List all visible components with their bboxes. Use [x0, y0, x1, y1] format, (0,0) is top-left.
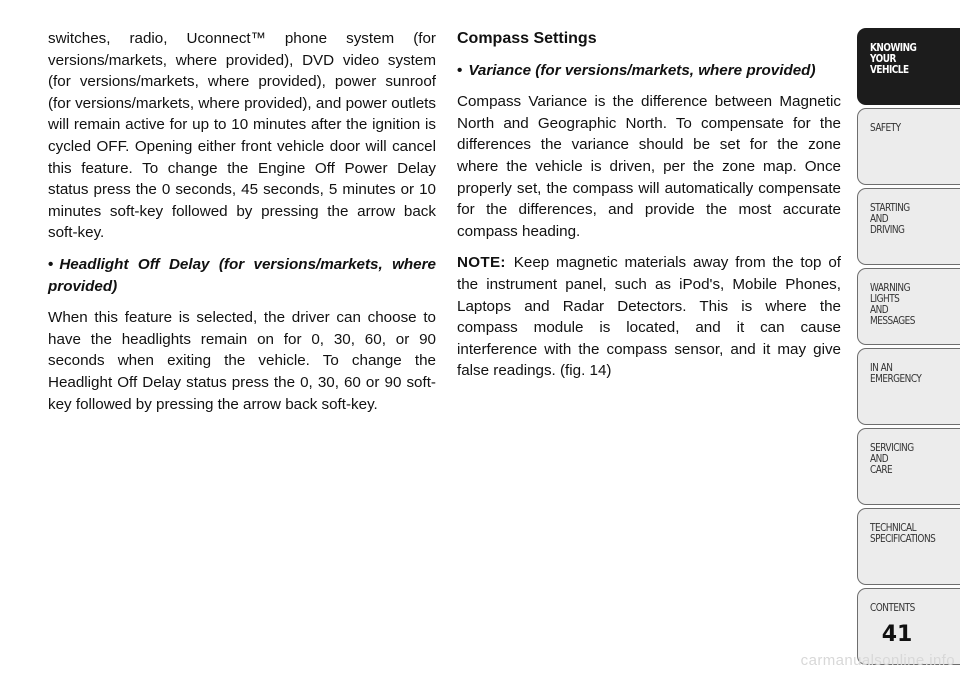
tab-label-line: VEHICLE [870, 64, 909, 76]
tab-label-line: WARNING [870, 282, 910, 294]
right-column [457, 28, 841, 392]
tab-label-line: AND [870, 304, 889, 316]
engine-off-delay-paragraph: switches, radio, Uconnect™ phone system (for versions/markets, where provided), DVD video system (for versions/markets, where provided), power sunroof (for versions/markets, where provided), and power outlets will remain active for up to 10 minutes after the ignition is cycled OFF. Opening either front vehicle door will cancel this feature. To change the Engine Off Power Delay status press the 0 seconds, 45 seconds, 5 minutes or 10 minutes soft-key followed by pressing the arrow back soft-key. [48, 30, 436, 242]
variance-heading-text: Variance (for versions/markets, where provided) [468, 61, 816, 79]
tab-label-line: DRIVING [870, 224, 905, 236]
compass-settings-heading: Compass Settings [457, 30, 597, 47]
tab-label-line: SERVICING [870, 442, 914, 454]
tab-technical-specifications[interactable] [857, 508, 960, 585]
tab-label-line: AND [870, 453, 889, 465]
headlight-off-delay-heading-text: Headlight Off Delay (for versions/markets, where provided) [48, 255, 436, 295]
headlight-off-delay-heading [48, 254, 436, 297]
headlight-off-delay-paragraph: When this feature is selected, the driver can choose to have the headlights remain on for 0, 30, 60, or 90 seconds when exiting the vehicle. To change the Headlight Off Delay status press the 0, 30, 60 or 90 soft-key followed by pressing the arrow back soft-key. [48, 309, 436, 413]
tab-label-line: AND [870, 213, 889, 225]
watermark: carmanualsonline.info [800, 652, 955, 669]
tab-label-line: KNOWING [870, 42, 917, 54]
note-text: Keep magnetic materials away from the top of the instrument panel, such as iPod's, Mobile Phones, Laptops and Radar Detectors. This is where the compass module is located, and it can cause interference with the compass sensor, and it may give false readings. (fig. 14) [457, 254, 841, 380]
tab-knowing-your-vehicle[interactable] [857, 28, 960, 105]
bullet-marker: • [48, 255, 54, 273]
tab-label-line: CARE [870, 464, 893, 476]
compass-variance-paragraph: Compass Variance is the difference between Magnetic North and Geographic North. To compensate for the differences the variance should be set for the zone where the vehicle is driven, per the zone map. Once properly set, the compass will automatically compensate for the differences, and provide the most accurate compass heading. [457, 93, 841, 240]
tab-label-line: CONTENTS [870, 602, 915, 614]
tab-servicing-and-care[interactable] [857, 428, 960, 505]
page-number: 41 [881, 622, 913, 647]
compass-note-paragraph [457, 252, 841, 382]
tab-starting-and-driving[interactable] [857, 188, 960, 265]
tab-label-line: LIGHTS [870, 293, 900, 305]
tab-label-line: IN AN [870, 362, 893, 374]
variance-heading [457, 60, 841, 82]
chapter-tabs-sidebar [857, 28, 960, 668]
tab-label-line: STARTING [870, 202, 910, 214]
tab-label-line: SAFETY [870, 122, 901, 134]
tab-label-line: SPECIFICATIONS [870, 533, 936, 545]
tab-safety[interactable] [857, 108, 960, 185]
tab-label-line: EMERGENCY [870, 373, 922, 385]
note-label: NOTE: [457, 254, 506, 272]
tab-warning-lights-and-messages[interactable] [857, 268, 960, 345]
bullet-marker: • [457, 61, 463, 79]
left-column [48, 28, 436, 425]
tab-label-line: MESSAGES [870, 315, 915, 327]
tab-label-line: TECHNICAL [870, 522, 917, 534]
tab-label-line: YOUR [870, 53, 896, 65]
tab-in-an-emergency[interactable] [857, 348, 960, 425]
